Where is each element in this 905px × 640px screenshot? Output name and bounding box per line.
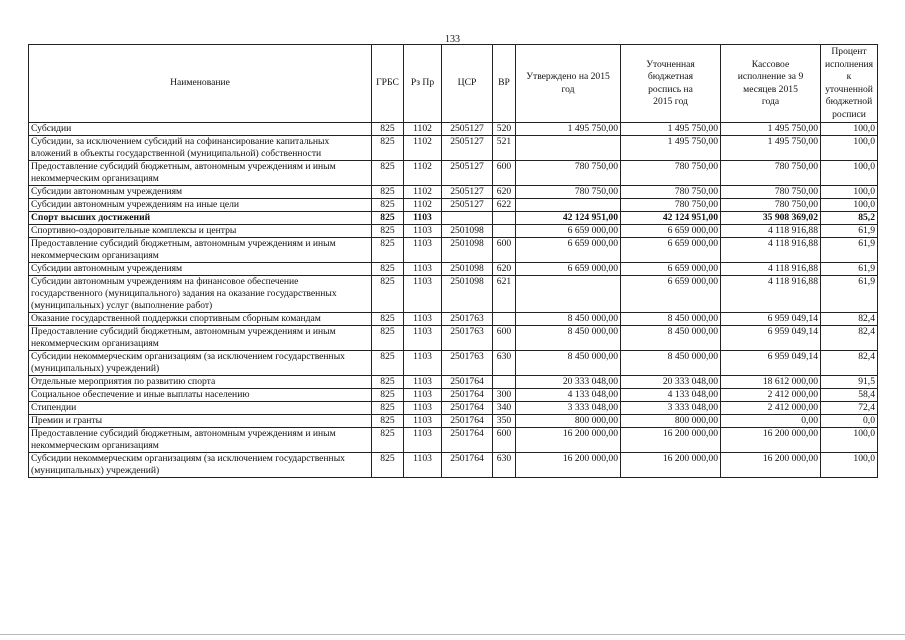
cell-grbs: 825 [372, 415, 404, 428]
cell-percent: 61,9 [821, 276, 878, 313]
cell-grbs: 825 [372, 376, 404, 389]
cell-approved: 16 200 000,00 [516, 453, 621, 478]
cell-vr: 350 [493, 415, 516, 428]
cell-rzpr: 1103 [404, 453, 442, 478]
cell-refined: 8 450 000,00 [621, 351, 721, 376]
cell-name: Субсидии автономным учреждениям на финансовое обеспечение государственного (муниципального) задания на оказание государственных (муниципальных) услуг (выполнение работ) [29, 276, 372, 313]
cell-rzpr: 1103 [404, 238, 442, 263]
table-body [29, 123, 878, 478]
cell-approved: 6 659 000,00 [516, 263, 621, 276]
table-row [29, 276, 878, 313]
cell-vr: 622 [493, 199, 516, 212]
cell-vr: 620 [493, 263, 516, 276]
cell-csr: 2505127 [442, 136, 493, 161]
table-row [29, 199, 878, 212]
cell-approved: 780 750,00 [516, 186, 621, 199]
cell-percent: 58,4 [821, 389, 878, 402]
page-bottom-rule [0, 634, 905, 635]
cell-refined: 16 200 000,00 [621, 453, 721, 478]
header-grbs: ГРБС [372, 45, 404, 123]
cell-cash: 780 750,00 [721, 186, 821, 199]
cell-refined: 8 450 000,00 [621, 313, 721, 326]
cell-name: Субсидии некоммерческим организациям (за исключением государственных (муниципальных) учреждений) [29, 351, 372, 376]
cell-name: Предоставление субсидий бюджетным, автономным учреждениям и иным некоммерческим организациям [29, 428, 372, 453]
cell-refined: 800 000,00 [621, 415, 721, 428]
cell-grbs: 825 [372, 186, 404, 199]
cell-rzpr: 1103 [404, 402, 442, 415]
cell-vr [493, 376, 516, 389]
cell-percent: 100,0 [821, 199, 878, 212]
cell-name: Социальное обеспечение и иные выплаты населению [29, 389, 372, 402]
cell-vr: 630 [493, 453, 516, 478]
cell-vr: 621 [493, 276, 516, 313]
cell-vr: 600 [493, 161, 516, 186]
cell-name: Стипендии [29, 402, 372, 415]
cell-approved: 8 450 000,00 [516, 313, 621, 326]
cell-grbs: 825 [372, 453, 404, 478]
cell-grbs: 825 [372, 136, 404, 161]
cell-csr: 2505127 [442, 186, 493, 199]
cell-percent: 100,0 [821, 136, 878, 161]
cell-rzpr: 1102 [404, 199, 442, 212]
cell-csr: 2501763 [442, 313, 493, 326]
cell-approved [516, 199, 621, 212]
cell-csr: 2501098 [442, 263, 493, 276]
cell-csr: 2501764 [442, 402, 493, 415]
cell-vr: 620 [493, 186, 516, 199]
cell-csr: 2501098 [442, 225, 493, 238]
cell-grbs: 825 [372, 161, 404, 186]
cell-csr: 2501763 [442, 351, 493, 376]
cell-percent: 100,0 [821, 123, 878, 136]
cell-rzpr: 1103 [404, 376, 442, 389]
cell-rzpr: 1103 [404, 428, 442, 453]
cell-cash: 4 118 916,88 [721, 263, 821, 276]
cell-name: Отдельные мероприятия по развитию спорта [29, 376, 372, 389]
cell-percent: 91,5 [821, 376, 878, 389]
cell-refined: 6 659 000,00 [621, 225, 721, 238]
cell-refined: 8 450 000,00 [621, 326, 721, 351]
cell-csr: 2505127 [442, 161, 493, 186]
table-row [29, 351, 878, 376]
cell-rzpr: 1103 [404, 351, 442, 376]
cell-name: Субсидии автономным учреждениям [29, 186, 372, 199]
header-refined: Уточненная бюджетная роспись на 2015 год [621, 45, 721, 123]
cell-percent: 82,4 [821, 313, 878, 326]
cell-cash: 4 118 916,88 [721, 238, 821, 263]
cell-approved [516, 276, 621, 313]
cell-grbs: 825 [372, 238, 404, 263]
cell-approved: 42 124 951,00 [516, 212, 621, 225]
cell-vr: 600 [493, 326, 516, 351]
table-row [29, 453, 878, 478]
cell-name: Субсидии, за исключением субсидий на софинансирование капитальных вложений в объекты государственной (муниципальной) собственности [29, 136, 372, 161]
cell-refined: 6 659 000,00 [621, 263, 721, 276]
cell-rzpr: 1103 [404, 415, 442, 428]
cell-cash: 4 118 916,88 [721, 276, 821, 313]
cell-refined: 4 133 048,00 [621, 389, 721, 402]
table-row [29, 238, 878, 263]
cell-cash: 4 118 916,88 [721, 225, 821, 238]
page-number: 133 [445, 34, 460, 45]
cell-percent: 61,9 [821, 263, 878, 276]
cell-cash: 16 200 000,00 [721, 428, 821, 453]
table-header [29, 45, 878, 123]
cell-csr: 2501764 [442, 376, 493, 389]
header-name: Наименование [29, 45, 372, 123]
cell-percent: 100,0 [821, 453, 878, 478]
cell-cash: 1 495 750,00 [721, 123, 821, 136]
cell-rzpr: 1103 [404, 313, 442, 326]
cell-csr: 2505127 [442, 123, 493, 136]
cell-vr [493, 212, 516, 225]
cell-approved: 8 450 000,00 [516, 326, 621, 351]
cell-grbs: 825 [372, 263, 404, 276]
header-approved: Утверждено на 2015 год [516, 45, 621, 123]
cell-vr: 520 [493, 123, 516, 136]
cell-cash: 780 750,00 [721, 199, 821, 212]
table-row [29, 263, 878, 276]
cell-grbs: 825 [372, 351, 404, 376]
cell-percent: 61,9 [821, 225, 878, 238]
cell-vr [493, 225, 516, 238]
budget-table [28, 44, 878, 478]
cell-rzpr: 1103 [404, 212, 442, 225]
header-vr: ВР [493, 45, 516, 123]
cell-grbs: 825 [372, 402, 404, 415]
cell-refined: 16 200 000,00 [621, 428, 721, 453]
table-row [29, 161, 878, 186]
cell-grbs: 825 [372, 389, 404, 402]
cell-name: Предоставление субсидий бюджетным, автономным учреждениям и иным некоммерческим организациям [29, 326, 372, 351]
table-row [29, 389, 878, 402]
table-row [29, 326, 878, 351]
cell-cash: 35 908 369,02 [721, 212, 821, 225]
cell-rzpr: 1102 [404, 136, 442, 161]
cell-percent: 82,4 [821, 351, 878, 376]
cell-cash: 2 412 000,00 [721, 389, 821, 402]
cell-csr: 2501764 [442, 389, 493, 402]
cell-vr: 521 [493, 136, 516, 161]
cell-approved: 3 333 048,00 [516, 402, 621, 415]
cell-name: Субсидии [29, 123, 372, 136]
cell-grbs: 825 [372, 428, 404, 453]
cell-approved: 6 659 000,00 [516, 238, 621, 263]
cell-grbs: 825 [372, 326, 404, 351]
cell-csr: 2501764 [442, 453, 493, 478]
cell-vr: 340 [493, 402, 516, 415]
table-row [29, 136, 878, 161]
cell-refined: 20 333 048,00 [621, 376, 721, 389]
cell-grbs: 825 [372, 276, 404, 313]
header-csr: ЦСР [442, 45, 493, 123]
cell-percent: 85,2 [821, 212, 878, 225]
cell-cash: 16 200 000,00 [721, 453, 821, 478]
cell-vr: 600 [493, 428, 516, 453]
cell-vr: 600 [493, 238, 516, 263]
cell-rzpr: 1103 [404, 263, 442, 276]
cell-rzpr: 1102 [404, 161, 442, 186]
cell-csr: 2505127 [442, 199, 493, 212]
cell-vr: 630 [493, 351, 516, 376]
cell-cash: 2 412 000,00 [721, 402, 821, 415]
cell-percent: 100,0 [821, 186, 878, 199]
cell-percent: 61,9 [821, 238, 878, 263]
cell-approved: 8 450 000,00 [516, 351, 621, 376]
cell-percent: 100,0 [821, 428, 878, 453]
cell-cash: 6 959 049,14 [721, 313, 821, 326]
cell-cash: 0,00 [721, 415, 821, 428]
header-cash: Кассовое исполнение за 9 месяцев 2015 года [721, 45, 821, 123]
cell-approved: 4 133 048,00 [516, 389, 621, 402]
cell-cash: 6 959 049,14 [721, 326, 821, 351]
table-row [29, 123, 878, 136]
table-row [29, 402, 878, 415]
cell-refined: 42 124 951,00 [621, 212, 721, 225]
table-row [29, 415, 878, 428]
cell-csr: 2501098 [442, 238, 493, 263]
cell-name: Субсидии автономным учреждениям [29, 263, 372, 276]
cell-percent: 72,4 [821, 402, 878, 415]
cell-name: Предоставление субсидий бюджетным, автономным учреждениям и иным некоммерческим организациям [29, 161, 372, 186]
cell-rzpr: 1102 [404, 186, 442, 199]
cell-refined: 6 659 000,00 [621, 238, 721, 263]
cell-approved [516, 136, 621, 161]
cell-csr [442, 212, 493, 225]
cell-approved: 20 333 048,00 [516, 376, 621, 389]
cell-cash: 780 750,00 [721, 161, 821, 186]
cell-name: Премии и гранты [29, 415, 372, 428]
cell-refined: 1 495 750,00 [621, 136, 721, 161]
cell-refined: 780 750,00 [621, 186, 721, 199]
cell-approved: 780 750,00 [516, 161, 621, 186]
table-row [29, 212, 878, 225]
cell-approved: 16 200 000,00 [516, 428, 621, 453]
cell-cash: 18 612 000,00 [721, 376, 821, 389]
table-row [29, 186, 878, 199]
cell-grbs: 825 [372, 123, 404, 136]
header-rzpr: Рз Пр [404, 45, 442, 123]
cell-rzpr: 1102 [404, 123, 442, 136]
cell-refined: 6 659 000,00 [621, 276, 721, 313]
header-percent: Процент исполнения к уточненной бюджетной росписи [821, 45, 878, 123]
table-row [29, 428, 878, 453]
cell-approved: 6 659 000,00 [516, 225, 621, 238]
cell-grbs: 825 [372, 199, 404, 212]
cell-name: Предоставление субсидий бюджетным, автономным учреждениям и иным некоммерческим организациям [29, 238, 372, 263]
table-row [29, 376, 878, 389]
cell-name: Спортивно-оздоровительные комплексы и центры [29, 225, 372, 238]
cell-name: Субсидии некоммерческим организациям (за исключением государственных (муниципальных) учреждений) [29, 453, 372, 478]
cell-approved: 800 000,00 [516, 415, 621, 428]
cell-refined: 780 750,00 [621, 161, 721, 186]
cell-rzpr: 1103 [404, 389, 442, 402]
cell-grbs: 825 [372, 313, 404, 326]
cell-cash: 1 495 750,00 [721, 136, 821, 161]
cell-grbs: 825 [372, 225, 404, 238]
cell-csr: 2501764 [442, 428, 493, 453]
cell-rzpr: 1103 [404, 225, 442, 238]
table-row [29, 225, 878, 238]
cell-csr: 2501098 [442, 276, 493, 313]
cell-rzpr: 1103 [404, 276, 442, 313]
cell-percent: 0,0 [821, 415, 878, 428]
cell-refined: 3 333 048,00 [621, 402, 721, 415]
cell-csr: 2501764 [442, 415, 493, 428]
cell-rzpr: 1103 [404, 326, 442, 351]
cell-csr: 2501763 [442, 326, 493, 351]
cell-refined: 1 495 750,00 [621, 123, 721, 136]
cell-vr: 300 [493, 389, 516, 402]
cell-percent: 82,4 [821, 326, 878, 351]
cell-cash: 6 959 049,14 [721, 351, 821, 376]
table-row [29, 313, 878, 326]
cell-refined: 780 750,00 [621, 199, 721, 212]
cell-vr [493, 313, 516, 326]
cell-percent: 100,0 [821, 161, 878, 186]
cell-grbs: 825 [372, 212, 404, 225]
cell-name: Оказание государственной поддержки спортивным сборным командам [29, 313, 372, 326]
cell-name: Субсидии автономным учреждениям на иные цели [29, 199, 372, 212]
cell-name: Спорт высших достижений [29, 212, 372, 225]
cell-approved: 1 495 750,00 [516, 123, 621, 136]
